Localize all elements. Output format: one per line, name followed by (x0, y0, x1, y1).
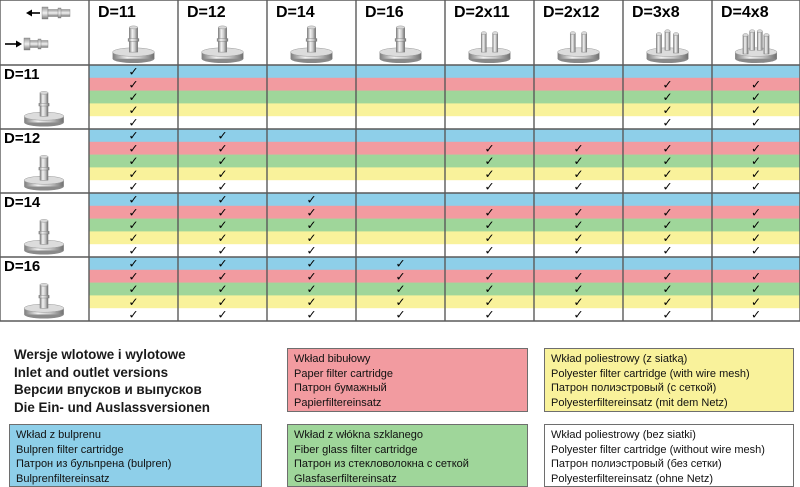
check-mark: ✓ (573, 154, 584, 169)
legend-fiberglass-en: Fiber glass filter cartridge (294, 443, 418, 456)
title-ru: Версии впусков и выпусков (14, 382, 202, 397)
check-mark: ✓ (484, 243, 495, 258)
check-mark: ✓ (484, 269, 495, 284)
check-mark: ✓ (662, 102, 673, 117)
legend-paper-en: Paper filter cartridge (294, 367, 394, 380)
check-mark: ✓ (128, 269, 139, 284)
check-mark: ✓ (217, 205, 228, 220)
check-mark: ✓ (128, 166, 139, 181)
check-mark: ✓ (662, 77, 673, 92)
column-header-label: D=14 (276, 4, 315, 21)
check-mark: ✓ (306, 256, 317, 271)
legend-polyester-mesh-cartridge (544, 348, 794, 412)
title-pl: Wersje wlotowe i wylotowe (14, 347, 186, 362)
legend-bulpren-ru: Патрон из бульпрена (bulpren) (16, 458, 172, 470)
check-mark: ✓ (128, 205, 139, 220)
legend-paper-cartridge (287, 348, 528, 412)
check-mark: ✓ (217, 230, 228, 245)
check-mark: ✓ (573, 218, 584, 233)
check-mark: ✓ (128, 90, 139, 105)
check-mark: ✓ (662, 294, 673, 309)
check-mark: ✓ (217, 192, 228, 207)
check-mark: ✓ (484, 166, 495, 181)
check-mark: ✓ (484, 218, 495, 233)
check-mark: ✓ (128, 282, 139, 297)
check-mark: ✓ (750, 269, 762, 284)
check-mark: ✓ (217, 218, 228, 233)
legend-fiberglass-ru: Патрон из стекловолокна с сеткой (294, 458, 469, 470)
legend-polyester-nomesh-pl: Wkład poliestrowy (bez siatki) (551, 429, 696, 441)
check-mark: ✓ (128, 179, 139, 194)
check-mark: ✓ (306, 307, 317, 322)
check-mark: ✓ (128, 102, 139, 117)
check-mark: ✓ (484, 154, 495, 169)
check-mark: ✓ (750, 205, 762, 220)
check-mark: ✓ (662, 307, 673, 322)
check-mark: ✓ (395, 307, 406, 322)
check-mark: ✓ (128, 141, 139, 156)
check-mark: ✓ (484, 230, 495, 245)
check-mark: ✓ (662, 115, 673, 130)
legend-paper-ru: Патрон бумажный (294, 382, 387, 394)
check-mark: ✓ (484, 179, 495, 194)
column-header-label: D=12 (187, 4, 226, 21)
column-header-label: D=16 (365, 4, 404, 21)
check-mark: ✓ (306, 205, 317, 220)
check-mark: ✓ (217, 307, 228, 322)
check-mark: ✓ (662, 141, 673, 156)
check-mark: ✓ (217, 282, 228, 297)
check-mark: ✓ (217, 128, 228, 143)
check-mark: ✓ (306, 282, 317, 297)
check-mark: ✓ (128, 218, 139, 233)
column-header-label: D=4x8 (721, 4, 769, 21)
check-mark: ✓ (217, 166, 228, 181)
legend-bulpren-de: Bulprenfiltereinsatz (16, 472, 110, 485)
check-mark: ✓ (662, 166, 673, 181)
check-mark: ✓ (128, 307, 139, 322)
check-mark: ✓ (662, 179, 673, 194)
check-mark: ✓ (662, 282, 673, 297)
column-header-label: D=11 (98, 4, 136, 21)
check-mark: ✓ (395, 256, 406, 271)
check-mark: ✓ (573, 230, 584, 245)
check-mark: ✓ (750, 282, 762, 297)
check-mark: ✓ (662, 154, 673, 169)
check-mark: ✓ (128, 128, 139, 143)
check-mark: ✓ (573, 269, 584, 284)
check-mark: ✓ (750, 179, 762, 194)
title-de: Die Ein- und Auslassversionen (14, 399, 210, 415)
check-mark: ✓ (573, 243, 584, 258)
title-en: Inlet and outlet versions (14, 364, 169, 380)
check-mark: ✓ (128, 243, 139, 258)
row-header-label: D=12 (4, 130, 41, 147)
column-header-label: D=2x12 (543, 4, 600, 21)
check-mark: ✓ (750, 77, 762, 92)
check-mark: ✓ (750, 166, 762, 181)
check-mark: ✓ (573, 294, 584, 309)
check-mark: ✓ (128, 230, 139, 245)
check-mark: ✓ (306, 192, 317, 207)
check-mark: ✓ (484, 205, 495, 220)
check-mark: ✓ (662, 218, 673, 233)
check-mark: ✓ (750, 243, 762, 258)
legend-fiberglass-pl: Wkład z włókna szklanego (294, 429, 424, 441)
check-mark: ✓ (217, 256, 228, 271)
check-mark: ✓ (750, 218, 762, 233)
check-mark: ✓ (573, 141, 584, 156)
check-mark: ✓ (395, 269, 406, 284)
check-mark: ✓ (306, 294, 317, 309)
check-mark: ✓ (662, 243, 673, 258)
legend-bulpren-cartridge (9, 424, 262, 487)
check-mark: ✓ (217, 243, 228, 258)
legend-polyester-mesh-en: Polyester filter cartridge (with wire mesh) (551, 367, 750, 380)
check-mark: ✓ (128, 115, 139, 130)
check-mark: ✓ (750, 154, 762, 169)
check-mark: ✓ (128, 192, 139, 207)
check-mark: ✓ (128, 77, 139, 92)
column-header-label: D=2x11 (454, 4, 510, 21)
legend-polyester-nomesh-cartridge (544, 424, 794, 487)
check-mark: ✓ (306, 230, 317, 245)
check-mark: ✓ (484, 141, 495, 156)
check-mark: ✓ (217, 179, 228, 194)
check-mark: ✓ (217, 269, 228, 284)
check-mark: ✓ (750, 90, 762, 105)
legend-polyester-mesh-de: Polyesterfiltereinsatz (mit dem Netz) (551, 396, 728, 409)
check-mark: ✓ (662, 90, 673, 105)
check-mark: ✓ (306, 243, 317, 258)
row-header-label: D=14 (4, 194, 41, 211)
check-mark: ✓ (750, 230, 762, 245)
check-mark: ✓ (750, 307, 762, 322)
check-mark: ✓ (128, 154, 139, 169)
check-mark: ✓ (750, 141, 762, 156)
check-mark: ✓ (306, 218, 317, 233)
legend-polyester-nomesh-de: Polyesterfiltereinsatz (ohne Netz) (551, 472, 714, 485)
legend-bulpren-pl: Wkład z bulprenu (16, 429, 101, 441)
check-mark: ✓ (484, 294, 495, 309)
check-mark: ✓ (573, 307, 584, 322)
check-mark: ✓ (395, 282, 406, 297)
legend-paper-de: Papierfiltereinsatz (294, 396, 382, 409)
row-header-label: D=11 (4, 66, 40, 83)
check-mark: ✓ (573, 282, 584, 297)
legend-polyester-mesh-ru: Патрон полиэстровый (с сеткой) (551, 382, 717, 394)
legend-polyester-mesh-pl: Wkład poliestrowy (z siatką) (551, 353, 688, 365)
check-mark: ✓ (217, 294, 228, 309)
check-mark: ✓ (750, 115, 762, 130)
check-mark: ✓ (484, 282, 495, 297)
check-mark: ✓ (484, 307, 495, 322)
legend-paper-pl: Wkład bibułowy (294, 353, 371, 365)
check-mark: ✓ (750, 294, 762, 309)
check-mark: ✓ (573, 179, 584, 194)
check-mark: ✓ (395, 294, 406, 309)
check-mark: ✓ (217, 154, 228, 169)
legend-fiberglass-cartridge (287, 424, 528, 487)
legend-fiberglass-de: Glasfaserfiltereinsatz (294, 472, 397, 485)
legend-bulpren-en: Bulpren filter cartridge (16, 443, 124, 456)
check-mark: ✓ (573, 205, 584, 220)
legend-polyester-nomesh-ru: Патрон полиэстровый (без сетки) (551, 458, 722, 470)
check-mark: ✓ (128, 64, 139, 79)
check-mark: ✓ (306, 269, 317, 284)
check-mark: ✓ (662, 269, 673, 284)
column-header-label: D=3x8 (632, 4, 680, 21)
versions-title (14, 346, 274, 416)
check-mark: ✓ (662, 205, 673, 220)
check-mark: ✓ (750, 102, 762, 117)
row-header-label: D=16 (4, 258, 41, 275)
check-mark: ✓ (128, 294, 139, 309)
check-mark: ✓ (573, 166, 584, 181)
legend-polyester-nomesh-en: Polyester filter cartridge (without wire mesh) (551, 443, 765, 456)
check-mark: ✓ (128, 256, 139, 271)
check-mark: ✓ (217, 141, 228, 156)
check-mark: ✓ (662, 230, 673, 245)
